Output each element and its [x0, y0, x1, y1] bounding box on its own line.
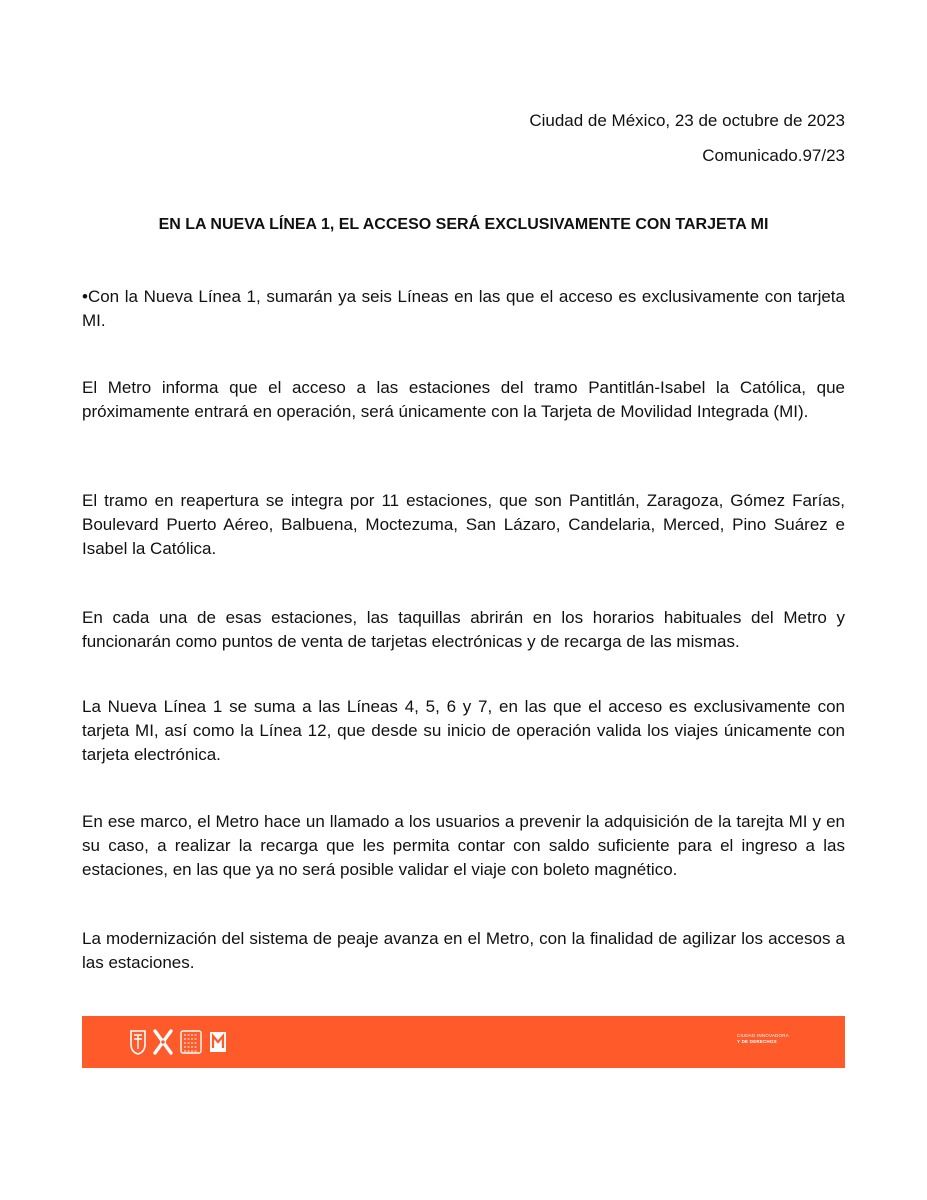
footer-logos — [130, 1029, 227, 1055]
bullet-paragraph: •Con la Nueva Línea 1, sumarán ya seis Líneas en las que el acceso es exclusivamente con tarjeta MI. — [82, 287, 845, 330]
footer-banner — [82, 1016, 845, 1068]
body-paragraph: La modernización del sistema de peaje avanza en el Metro, con la finalidad de agilizar los accesos a las estaciones. — [82, 929, 845, 972]
patterned-square-logo — [180, 1029, 202, 1055]
mexico-city-x-logo — [153, 1029, 173, 1055]
body-paragraph: La Nueva Línea 1 se suma a las Líneas 4, 5, 6 y 7, en las que el acceso es exclusivamente con tarjeta MI, así como la Línea 12, que desde su inicio de operación valida los viajes únicamente con tarjeta electrónica. — [82, 697, 845, 764]
body-paragraph: En cada una de esas estaciones, las taquillas abrirán en los horarios habituales del Metro y funcionarán como puntos de venta de tarjetas electrónicas y de recarga de las mismas. — [82, 608, 845, 651]
metro-m-logo — [209, 1029, 227, 1055]
date-line: Ciudad de México, 23 de octubre de 2023 — [529, 111, 845, 130]
slogan-line-1: CIUDAD INNOVADORA — [737, 1033, 789, 1038]
body-paragraph: El Metro informa que el acceso a las estaciones del tramo Pantitlán-Isabel la Católica, que próximamente entrará en operación, será únicamente con la Tarjeta de Movilidad Integrada (MI). — [82, 378, 845, 421]
body-paragraph: En ese marco, el Metro hace un llamado a los usuarios a prevenir la adquisición de la tarejta MI y en su caso, a realizar la recarga que les permita contar con saldo suficiente para el ingreso a las estaciones, en las que ya no será posible validar el viaje con boleto magnético. — [82, 812, 845, 879]
footer-slogan — [737, 1033, 817, 1045]
body-paragraph: El tramo en reapertura se integra por 11 estaciones, que son Pantitlán, Zaragoza, Gómez Farías, Boulevard Puerto Aéreo, Balbuena, Moctezuma, San Lázaro, Candelaria, Merced, Pino Suárez e Isabel la Católica. — [82, 491, 845, 558]
cdmx-shield-logo — [130, 1029, 146, 1055]
slogan-line-2: Y DE DERECHOS — [737, 1039, 777, 1044]
headline: EN LA NUEVA LÍNEA 1, EL ACCESO SERÁ EXCLUSIVAMENTE CON TARJETA MI — [158, 216, 769, 233]
communique-number: Comunicado.97/23 — [702, 146, 845, 165]
